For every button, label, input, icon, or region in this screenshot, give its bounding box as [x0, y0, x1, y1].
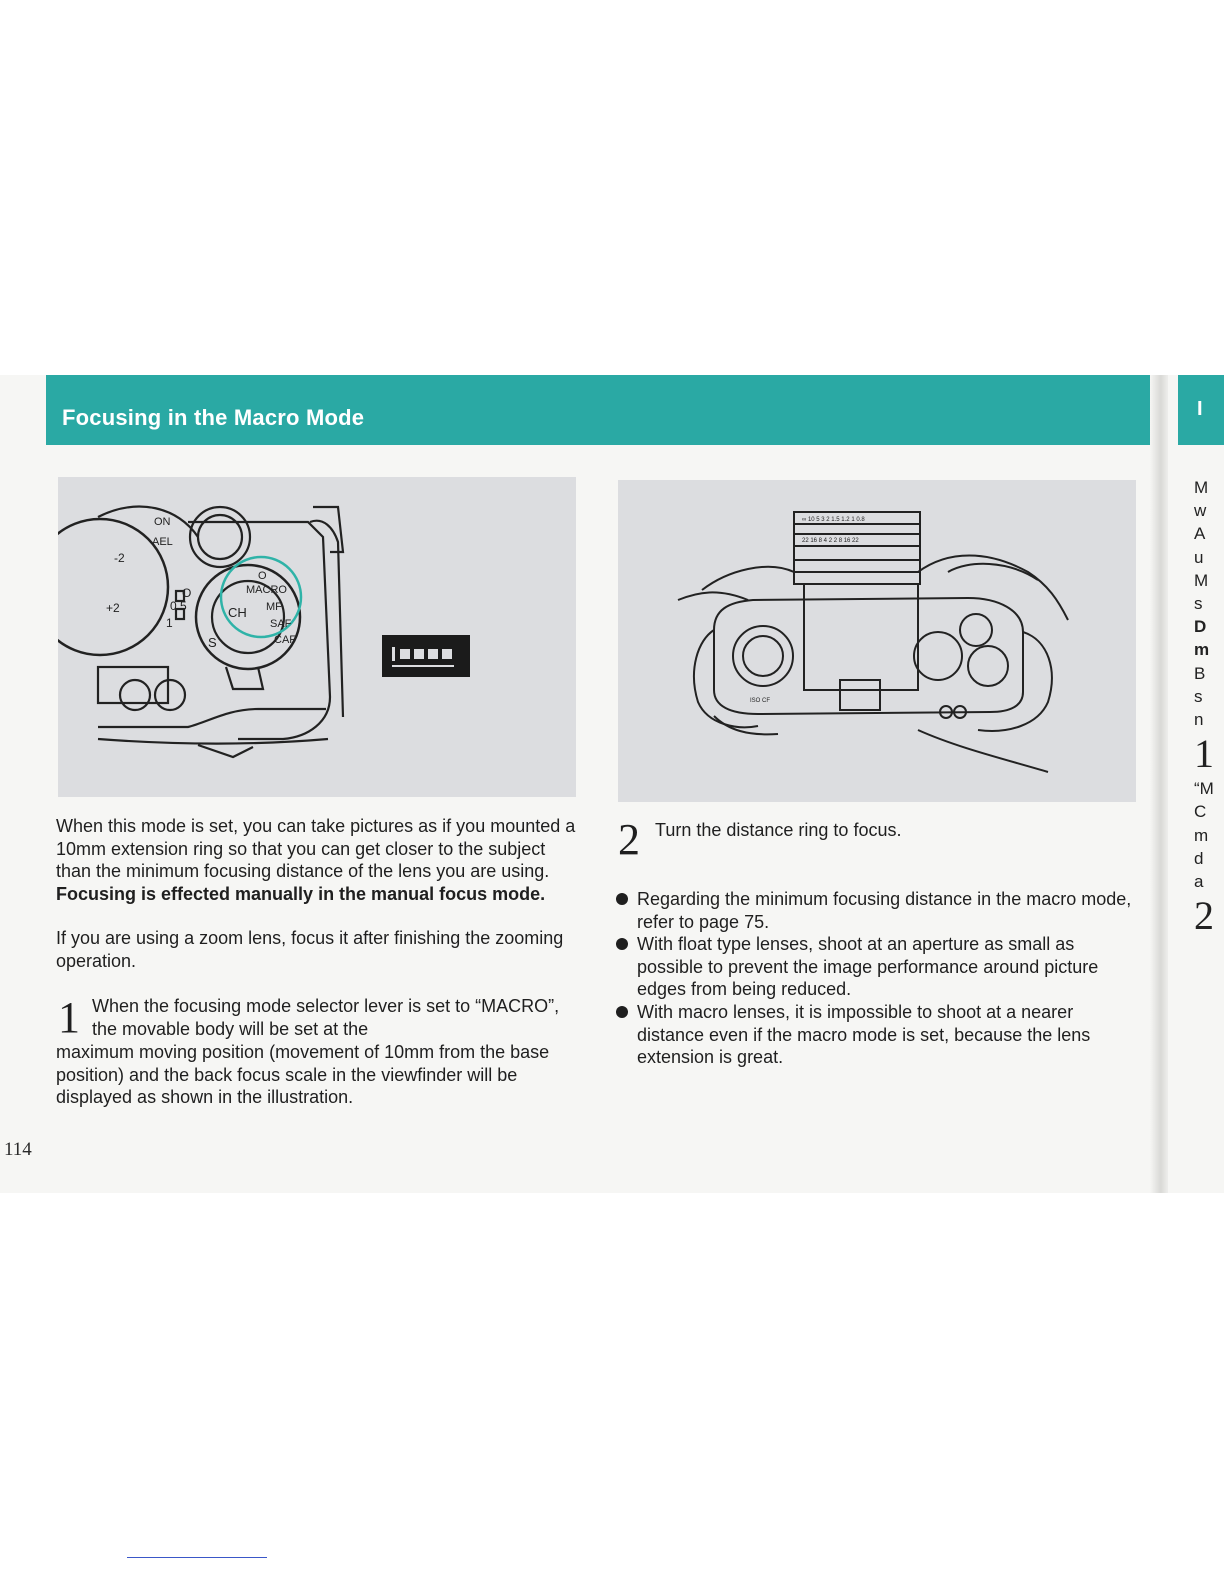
fragment-line: m	[1194, 640, 1210, 660]
step-2-number: 2	[618, 815, 640, 864]
bullet-icon	[616, 1006, 628, 1018]
mode-dial-drawing	[58, 477, 576, 797]
fragment-line: m	[1194, 825, 1209, 845]
fragment-line: w	[1194, 501, 1207, 521]
intro-text: When this mode is set, you can take pictures as if you mounted a 10mm extension ring so that you can get closer to the subject than the minimum focusing distance of the lens you are using.	[56, 816, 576, 882]
camera-top-view-illustration	[618, 480, 1136, 802]
fragment-line: d	[1194, 848, 1204, 868]
intro-bold-text: Focusing is effected manually in the manual focus mode.	[56, 883, 546, 904]
notes-list	[615, 888, 1140, 1069]
fragment-line: C	[1194, 802, 1207, 822]
fragment-line: “M	[1194, 779, 1214, 799]
mode-dial-illustration	[58, 477, 576, 797]
fragment-line: A	[1194, 524, 1206, 544]
dial-label-saf: SAF	[270, 618, 292, 630]
fragment-step-number: 1	[1194, 731, 1214, 777]
dial-label-ael: AEL	[152, 536, 173, 548]
fragment-line: D	[1194, 617, 1207, 637]
step-2-text: Turn the distance ring to focus.	[655, 820, 902, 840]
viewfinder-scale-display	[382, 635, 470, 677]
page-number: 114	[4, 1139, 32, 1160]
bullet-icon	[616, 938, 628, 950]
dial-label-one: 1	[166, 616, 173, 630]
fragment-line: u	[1194, 547, 1204, 567]
note-item	[615, 1001, 1140, 1069]
step-1-number: 1	[58, 993, 80, 1042]
dial-label-s: S	[208, 635, 217, 650]
next-page-header-fragment: I	[1197, 398, 1203, 420]
dial-label-half: 0.5	[170, 599, 187, 613]
fragment-line: M	[1194, 570, 1209, 590]
dial-label-pos2: +2	[106, 601, 120, 615]
fragment-line: s	[1194, 594, 1203, 614]
lens-distance-scale: ∞ 10 5 3 2 1.5 1.2 1 0.8	[802, 517, 865, 523]
fragment-line: M	[1194, 478, 1209, 497]
dial-label-zero: O	[182, 586, 192, 600]
page-gutter	[1150, 375, 1168, 1193]
note-text: With float type lenses, shoot at an aperture as small as possible to prevent the image performance around picture edges from being reduced.	[637, 934, 1099, 1000]
dial-label-neg2: -2	[114, 551, 125, 565]
dial-label-ch: CH	[228, 605, 247, 620]
note-item	[615, 933, 1140, 1001]
dial-label-macro: MACRO	[246, 584, 287, 596]
iso-label: ISO CF	[750, 698, 771, 704]
section-title: Focusing in the Macro Mode	[62, 405, 365, 430]
note-item	[615, 888, 1140, 933]
fragment-line: s	[1194, 686, 1203, 706]
zoom-note-paragraph: If you are using a zoom lens, focus it after finishing the zooming operation.	[56, 928, 564, 971]
bullet-icon	[616, 893, 628, 905]
fragment-line: a	[1194, 872, 1204, 892]
step-1-text: When the focusing mode selector lever is set to “MACRO”, the movable body will be set at the	[92, 996, 560, 1039]
dial-label-o: O	[258, 570, 267, 582]
dial-label-mf: MF	[266, 601, 282, 613]
step-1-continuation: maximum moving position (movement of 10mm from the base position) and the back focus scale in the viewfinder will be displayed as shown in the illustration.	[56, 1042, 550, 1108]
intro-paragraph	[56, 815, 576, 905]
camera-top-drawing	[618, 480, 1136, 802]
fragment-line: n	[1194, 710, 1204, 730]
footer-underline	[127, 1557, 267, 1558]
note-text: With macro lenses, it is impossible to shoot at a nearer distance even if the macro mode is set, because the lens extension is great.	[637, 1001, 1091, 1068]
lens-aperture-scale: 22 16 8 4 2 2 8 16 22	[802, 538, 859, 544]
dial-label-on: ON	[154, 516, 171, 528]
fragment-line: B	[1194, 663, 1206, 683]
next-page-fragment	[1194, 476, 1224, 939]
dial-label-caf: CAF	[274, 634, 296, 646]
fragment-step-number: 2	[1194, 893, 1214, 939]
note-text: Regarding the minimum focusing distance in the macro mode, refer to page 75.	[637, 889, 1132, 932]
